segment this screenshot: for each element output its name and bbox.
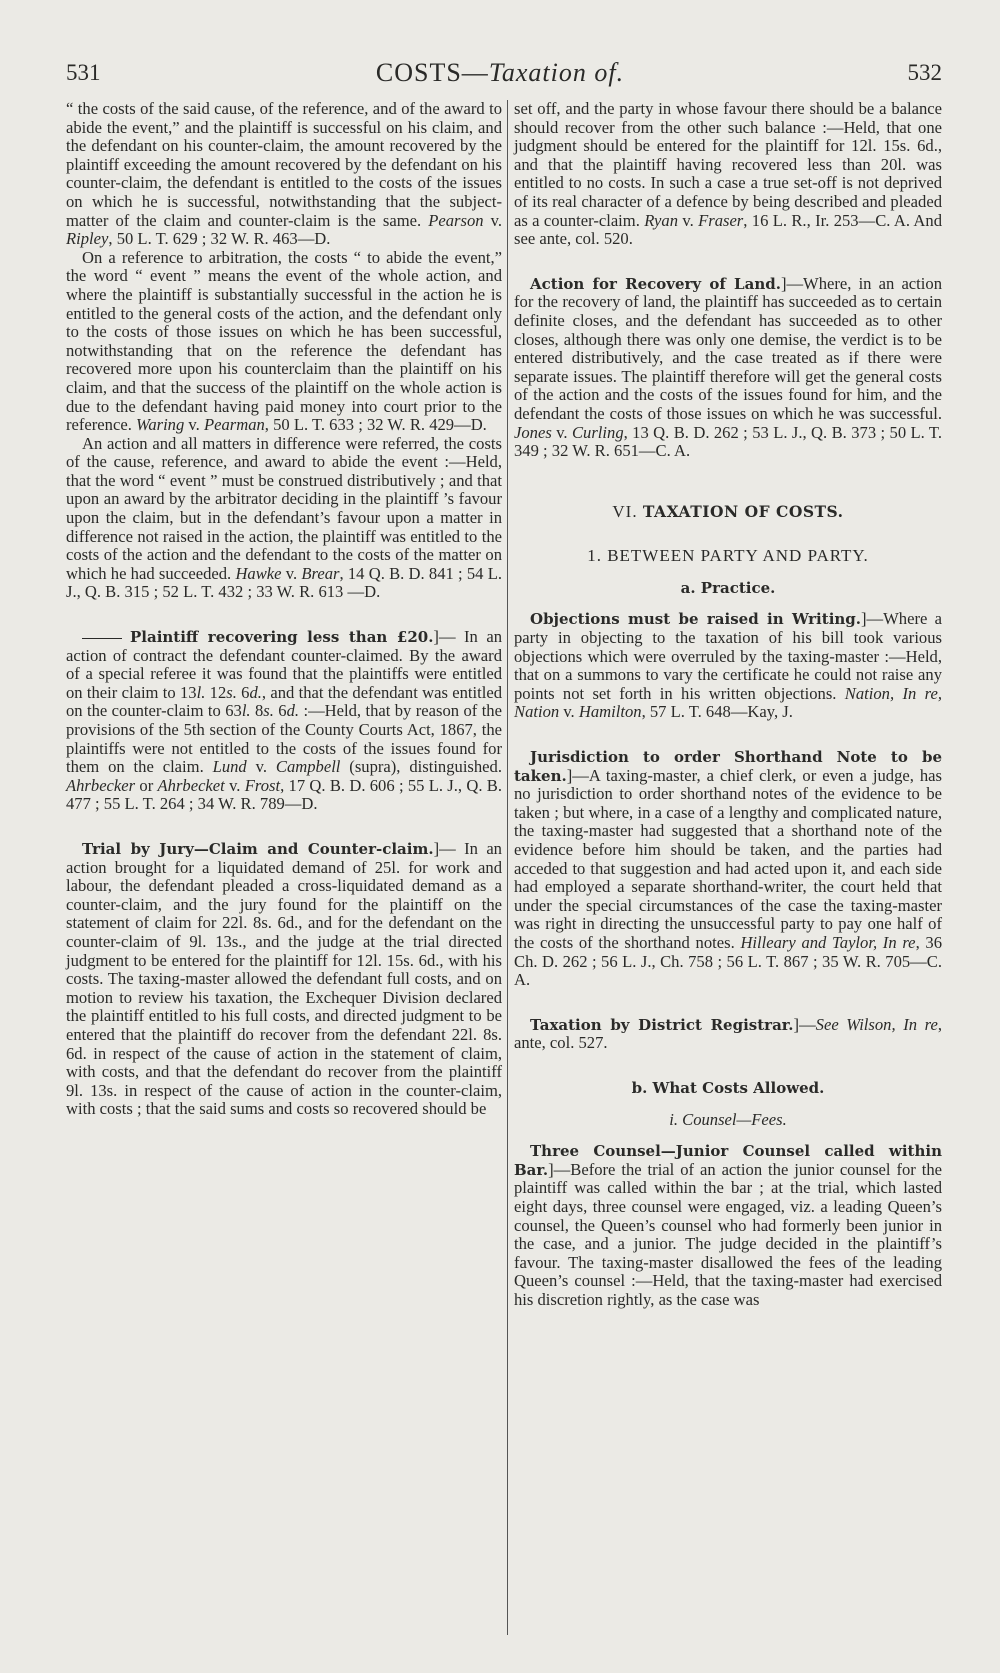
versus: v. — [678, 210, 699, 230]
case-name: Ahrbecket — [157, 775, 225, 795]
para-text: ]—Where, in an action for the recovery of land, the plaintiff has succeeded as to certain definite closes, and the defendant has succeeded as to other closes, although there was only one demise, the verdict is to be entered distributively, and the case treated as if there were separate issues. The plaintiff therefore will get the general costs of the action and the costs of the issues found for him, and the defendant the costs of those issues on which he was successful. — [514, 273, 942, 423]
running-header — [0, 56, 1000, 96]
currency-unit: l. — [241, 701, 251, 721]
dash-rule — [82, 638, 122, 639]
case-name: Waring — [136, 415, 185, 435]
case-name: Frost — [244, 775, 281, 795]
currency-unit: s. — [263, 701, 274, 721]
run-in-heading: Action for Recovery of Land. — [530, 274, 781, 293]
citation: , 17 Q. B. D. 606 ; 55 L. J., Q. B. 477 ; 55 L. T. 264 ; 34 W. R. 789—D. — [66, 775, 502, 814]
para-text: In an action brought for a liquidated demand of 25l. for work and labour, the defendant pleaded a cross-liquidated demand as a counter-claim, and the jury found for the plaintiff on the statement of claim for 22l. 8s. 6d., and for the defendant on the counter-claim of 9l. 13s., and the judge at the trial directed judgment to be entered for the plaintiff for 12l. 15s. 6d., with his costs. The taxing-master allowed the defendant full costs, and on motion to review his taxation, the Exchequer Division declared the plaintiff entitled to his full costs, and directed judgment to be entered that the plaintiff do recover from the defendant 22l. 8s. 6d. in respect of the cause of action in the statement of claim, with costs, and that the defendant do recover from the plaintiff 9l. 13s. in respect of the cause of action in the counter-claim, with costs ; that the said sums and costs so recovered should be — [66, 838, 502, 1119]
header-title-main: COSTS— — [375, 58, 489, 87]
left-column — [66, 100, 502, 1119]
para-text: On a reference to arbitration, the costs “ to abide the event,” the word “ event ” means the event of the whole action, and where the plaintiff is substantially successful in the action he is entitled to the general costs of the action, and the defendant only to the costs of those issues on which he has been successful, notwithstanding that on the reference the defendant has recovered more upon his counterclaim than the plaintiff on his claim, and that the success of the plaintiff on the whole action is due to the defendant having paid money into court prior to the reference. — [66, 247, 502, 435]
heading-tail: ]— — [793, 1014, 816, 1034]
versus: v. — [559, 702, 579, 722]
case-name: Nation, In re, Nation — [514, 683, 942, 722]
citation: , 13 Q. B. D. 262 ; 53 L. J., Q. B. 373 ; 50 L. T. 349 ; 32 W. R. 651—C. A. — [514, 422, 942, 461]
versus: v. — [224, 775, 245, 795]
section-title: TAXATION OF COSTS. — [642, 501, 844, 521]
para-text: 8 — [250, 701, 264, 721]
para-text: , and that the defendant was entitled on the counter-claim to 63 — [66, 682, 502, 721]
right-column — [514, 100, 942, 1309]
section-heading — [514, 503, 942, 522]
citation: , 50 L. T. 633 ; 32 W. R. 429—D. — [264, 415, 487, 435]
case-name: Pearman — [203, 415, 265, 435]
run-in-heading: Three Counsel—Junior Counsel called within Bar. — [514, 1142, 942, 1179]
para-text: “ the costs of the said cause, of the reference, and of the award to abide the event,” and the plaintiff is successful on his claim, and the defendant on his counter-claim, the amount recovered by the plaintiff exceeding the amount recovered by the defendant on his counter-claim, the defendant is entitled to the costs of the issues on which he is successful, notwithstanding that the subject-matter of the claim and counter-claim is the same. — [66, 99, 502, 230]
case-name: Jones — [514, 422, 552, 442]
para-text: ]—Where a party in objecting to the taxation of his bill took various objections which were overruled by the taxing-master :—Held, that on a summons to vary the certificate he could not raise any points not set forth in his written objections. — [514, 609, 942, 703]
right-para-2 — [514, 275, 942, 461]
run-in-heading: Taxation by District Registrar. — [530, 1015, 794, 1034]
cross-reference: See Wilson, In re — [815, 1014, 938, 1034]
left-para-1 — [66, 100, 502, 249]
citation: , 50 L. T. 629 ; 32 W. R. 463—D. — [108, 229, 331, 249]
section-number: VI. — [612, 501, 643, 521]
conjunction: or — [135, 775, 158, 795]
right-para-6 — [514, 1142, 942, 1309]
case-name: Brear — [301, 563, 340, 583]
case-name: Pearson — [428, 210, 484, 230]
versus: v. — [281, 563, 302, 583]
right-para-4 — [514, 748, 942, 990]
currency-unit: d. — [249, 682, 262, 702]
case-name: Curling — [571, 422, 624, 442]
left-column-number: 531 — [66, 60, 101, 85]
para-text: In an action of contract the defendant counter-claimed. By the award of a special referee it was found that the plaintiffs were entitled on their claim to 13 — [66, 627, 502, 702]
subheading-counsel-fees: i. Counsel—Fees. — [669, 1109, 787, 1129]
right-para-3 — [514, 610, 942, 722]
case-name: Fraser — [698, 210, 744, 230]
citation: , ante, col. 527. — [514, 1014, 942, 1053]
header-title — [0, 58, 1000, 88]
header-title-italic: Taxation of. — [488, 58, 625, 87]
currency-unit: s. — [226, 682, 237, 702]
run-in-heading: Plaintiff recovering less than £20. — [130, 628, 434, 647]
citation: , 16 L. R., Ir. 253—C. A. And see ante, col. 520. — [514, 210, 942, 249]
left-para-2 — [66, 249, 502, 435]
case-name: Ryan — [644, 210, 679, 230]
para-text: An action and all matters in difference were referred, the costs of the cause, reference, and award to abide the event :—Held, that the word “ event ” must be construed distributively ; and that upon an award by the arbitrator deciding in the plaintiff ’s favour upon the claim, but in the defendant’s favour upon a matter in difference not raised in the action, the plaintiff was entitled to the costs of the action and the defendant to the costs of the matter on which he had succeeded. — [66, 433, 502, 583]
case-name: Hawke — [235, 563, 282, 583]
run-in-heading: Jurisdiction to order Shorthand Note to be taken. — [514, 748, 942, 785]
subheading-practice: a. Practice. — [680, 578, 776, 597]
column-divider — [507, 100, 508, 1635]
subsection-heading: 1. BETWEEN PARTY AND PARTY. — [587, 546, 869, 566]
right-column-number: 532 — [907, 60, 942, 85]
case-name: Ahrbecker — [66, 775, 136, 795]
left-para-5 — [66, 840, 502, 1119]
versus: v. — [246, 757, 276, 777]
case-name: Hilleary and Taylor, In re — [740, 932, 916, 952]
para-text: set off, and the party in whose favour there should be a balance should recover from the other such balance :—Held, that one judgment should be entered for the plaintiff for 12l. 15s. 6d., and that the plaintiff having recovered less than 20l. was entitled to no costs. In such a case a true set-off is not deprived of its real character of a defence by being described and pleaded as a counter-claim. — [514, 99, 942, 230]
case-name: Lund — [212, 757, 247, 777]
case-name: Ripley — [66, 229, 109, 249]
currency-unit: l. — [196, 682, 206, 702]
right-para-5 — [514, 1016, 942, 1053]
versus: v. — [184, 415, 204, 435]
currency-unit: d. — [286, 701, 300, 721]
right-para-1 — [514, 100, 942, 249]
citation: , 36 Ch. D. 262 ; 56 L. J., Ch. 758 ; 56 L. T. 867 ; 35 W. R. 705—C. A. — [514, 932, 943, 990]
heading-tail: ]— — [433, 627, 456, 647]
versus: v. — [483, 210, 502, 230]
subheading-costs-allowed: b. What Costs Allowed. — [631, 1078, 825, 1097]
para-text: 6 — [236, 682, 250, 702]
run-in-heading: Trial by Jury—Claim and Counter-claim. — [82, 839, 434, 858]
citation: , 14 Q. B. D. 841 ; 54 L. J., Q. B. 315 ; 52 L. T. 432 ; 33 W. R. 613 —D. — [66, 563, 502, 602]
para-text: ]—Before the trial of an action the junior counsel for the plaintiff was called within the bar ; at the trial, which lasted eight days, three counsel were engaged, viz. a leading Queen’s counsel, the Queen’s counsel who had formerly been junior in the case, and a junior. The judge decided in the plaintiff’s favour. The taxing-master disallowed the fees of the leading Queen’s counsel :—Held, that the taxing-master had exercised his discretion rightly, as the case was — [514, 1159, 942, 1309]
para-text: (supra), distinguished. — [340, 757, 502, 777]
case-name: Campbell — [275, 757, 341, 777]
left-para-3 — [66, 435, 502, 602]
para-text: ]—A taxing-master, a chief clerk, or even a judge, has no jurisdiction to order shorthand notes of the evidence to be taken ; but where, in a case of a lengthy and complicated nature, the taxing-master had suggested that a shorthand note of the evidence before him should be taken, and the parties had acceded to that suggestion and had acted upon it, and each side had employed a separate shorthand-writer, the court held that under the special circumstances of the case the taxing-master was right in directing the unsuccessful party to pay one half of the costs of the shorthand notes. — [514, 765, 942, 952]
para-text: 6 — [273, 701, 287, 721]
para-text: 12 — [205, 682, 227, 702]
case-name: Hamilton — [578, 702, 642, 722]
left-para-4 — [66, 628, 502, 814]
versus: v. — [551, 422, 572, 442]
run-in-heading: Objections must be raised in Writing. — [530, 610, 862, 629]
heading-tail: ]— — [433, 838, 456, 858]
citation: , 57 L. T. 648—Kay, J. — [641, 702, 793, 722]
para-text: :—Held, that by reason of the provisions of the 5th section of the County Courts Act, 1867, the plaintiffs were not entitled to the costs of the issues found for them on the claim. — [66, 701, 502, 777]
